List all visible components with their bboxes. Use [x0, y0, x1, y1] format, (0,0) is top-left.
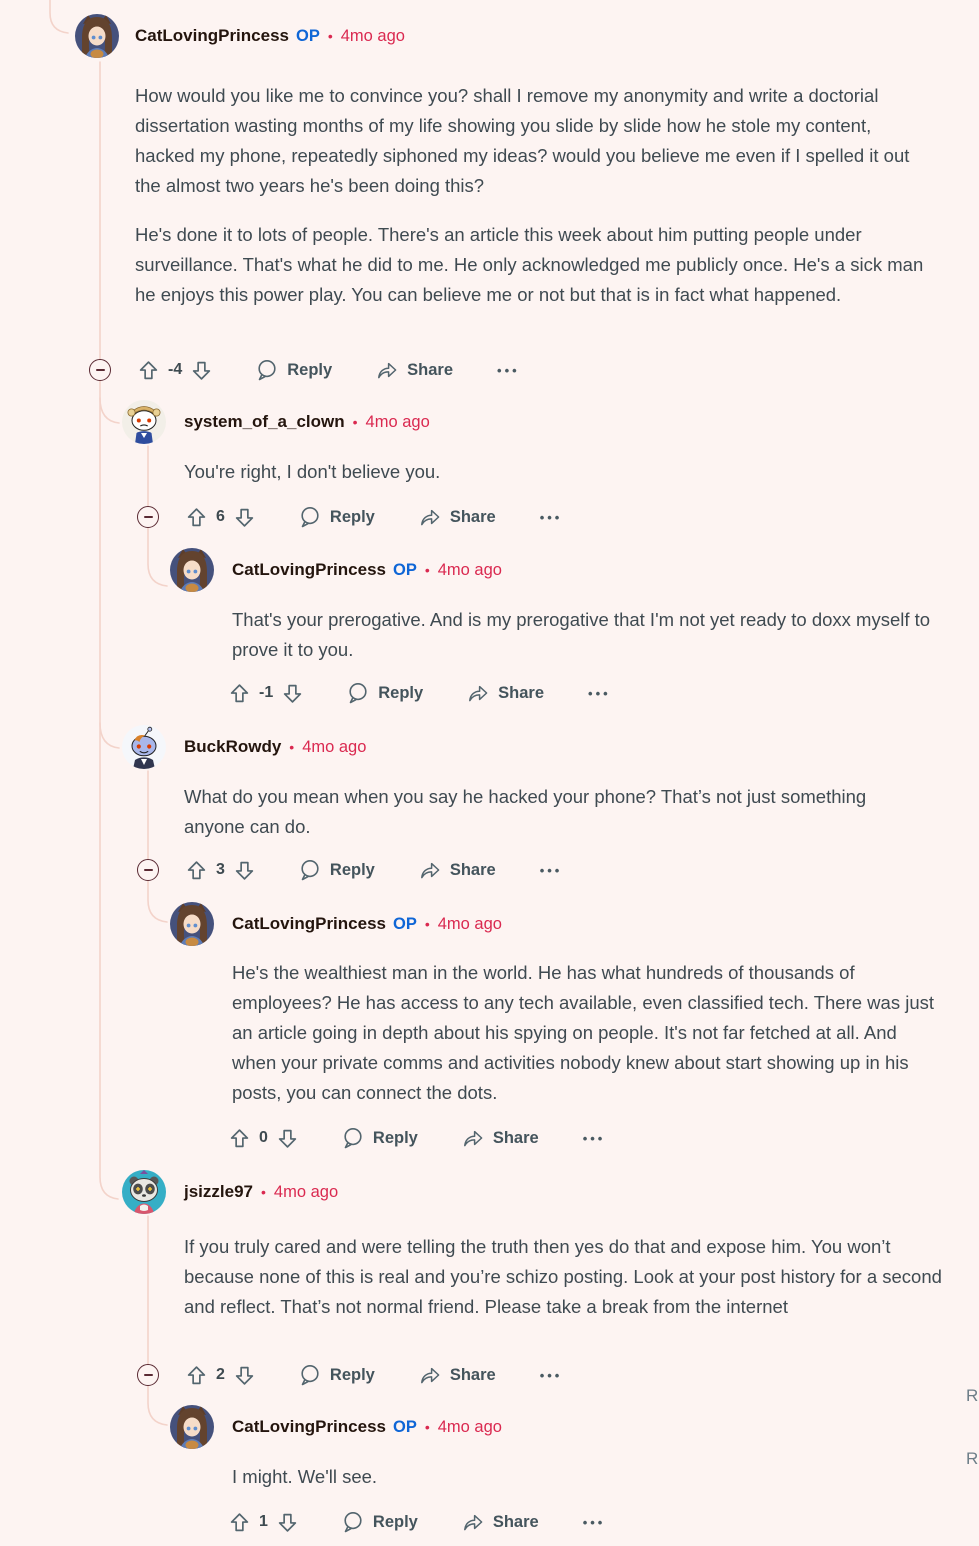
share-button[interactable] — [376, 359, 453, 381]
comment-body: He's done it to lots of people. There's an article this week about him putting people under surveillance. That's what he did to me. He only acknowledged me publicly once. He's a sick man he enjoys this power play. You can believe me or not but that is in fact what happened. — [135, 224, 924, 305]
reply-icon — [347, 682, 369, 704]
vote-count: 6 — [216, 508, 225, 525]
collapse-thread-button[interactable] — [137, 1364, 159, 1386]
share-label: Share — [498, 683, 545, 702]
comment-header — [184, 411, 430, 433]
vote-count: 2 — [216, 1366, 225, 1383]
comment-body: That's your prerogative. And is my prerogative that I'm not yet ready to doxx myself to prove it to you. — [232, 609, 931, 660]
op-badge: OP — [296, 26, 320, 45]
vote-count: -4 — [168, 361, 183, 378]
comment-body: If you truly cared and were telling the truth then yes do that and expose him. You won’t because none of this is real and you’re schizo posting. Look at your post history for a second and reflect. That’s not normal friend. Please take a break from the internet — [184, 1236, 942, 1317]
share-icon — [419, 1364, 441, 1386]
collapse-thread-button[interactable] — [89, 359, 111, 381]
comment-actions — [137, 1357, 562, 1393]
op-badge: OP — [393, 914, 417, 933]
upvote-button[interactable] — [229, 683, 250, 704]
timestamp: 4mo ago — [340, 26, 405, 45]
reply-button[interactable] — [256, 359, 332, 381]
avatar[interactable] — [122, 725, 166, 769]
comment-actions — [137, 852, 562, 888]
downvote-button[interactable] — [234, 860, 255, 881]
timestamp: 4mo ago — [437, 560, 502, 579]
separator-dot: • — [424, 1419, 430, 1435]
share-button[interactable] — [419, 506, 496, 528]
username[interactable]: BuckRowdy — [184, 737, 282, 756]
avatar[interactable] — [170, 902, 214, 946]
separator-dot: • — [424, 916, 430, 932]
vote-group — [229, 1128, 298, 1149]
reply-label: Reply — [378, 683, 424, 702]
upvote-button[interactable] — [229, 1512, 250, 1533]
vote-count: 3 — [216, 861, 225, 878]
separator-dot: • — [289, 739, 295, 755]
share-icon — [419, 859, 441, 881]
comment-actions — [229, 1120, 605, 1156]
separator-dot: • — [261, 1184, 266, 1200]
timestamp: 4mo ago — [437, 914, 502, 933]
reply-icon — [342, 1511, 364, 1533]
share-label: Share — [492, 1128, 539, 1147]
comment-actions — [89, 352, 520, 388]
downvote-button[interactable] — [234, 1365, 255, 1386]
more-options-button[interactable]: ••• — [539, 862, 563, 878]
username[interactable]: CatLovingPrincess — [232, 560, 386, 579]
share-icon — [376, 359, 398, 381]
clipped-text-fragment: R — [966, 1386, 979, 1405]
more-options-button[interactable]: ••• — [582, 1130, 606, 1146]
more-options-button[interactable]: ••• — [588, 685, 611, 701]
share-icon — [419, 506, 441, 528]
more-options-button[interactable]: ••• — [539, 1367, 563, 1383]
op-badge: OP — [393, 560, 417, 579]
comment-body: What do you mean when you say he hacked your phone? That’s not just something anyone can do. — [184, 786, 867, 837]
reply-label: Reply — [329, 507, 375, 526]
username[interactable]: CatLovingPrincess — [135, 26, 289, 45]
reply-button[interactable] — [347, 682, 423, 704]
minus-icon — [144, 869, 153, 871]
comment-header — [184, 736, 366, 758]
comment-body: I might. We'll see. — [232, 1466, 378, 1487]
downvote-button[interactable] — [277, 1128, 298, 1149]
reply-icon — [256, 359, 278, 381]
timestamp: 4mo ago — [302, 737, 367, 756]
reply-label: Reply — [287, 360, 333, 379]
share-label: Share — [449, 1365, 496, 1384]
reply-button[interactable] — [299, 506, 375, 528]
username[interactable]: CatLovingPrincess — [232, 914, 386, 933]
share-button[interactable] — [462, 1511, 539, 1533]
reply-icon — [299, 1364, 321, 1386]
separator-dot: • — [424, 562, 430, 578]
share-icon — [462, 1511, 484, 1533]
vote-group — [138, 360, 212, 381]
collapse-thread-button[interactable] — [137, 506, 159, 528]
reply-label: Reply — [372, 1512, 418, 1531]
comment-header — [232, 559, 502, 581]
reply-icon — [299, 506, 321, 528]
downvote-button[interactable] — [277, 1512, 298, 1533]
share-icon — [467, 682, 489, 704]
comment-actions — [229, 675, 611, 711]
separator-dot: • — [327, 28, 333, 44]
vote-count: 0 — [259, 1129, 268, 1146]
comment-header — [232, 1416, 502, 1438]
vote-count: 1 — [259, 1513, 268, 1530]
minus-icon — [144, 516, 153, 518]
timestamp: 4mo ago — [437, 1417, 502, 1436]
share-label: Share — [407, 360, 454, 379]
comment-actions — [137, 499, 562, 535]
share-label: Share — [492, 1512, 539, 1531]
timestamp: 4mo ago — [365, 412, 430, 431]
vote-group — [186, 1365, 255, 1386]
more-options-button[interactable]: ••• — [539, 509, 563, 525]
upvote-button[interactable] — [186, 507, 207, 528]
reply-icon — [342, 1127, 364, 1149]
upvote-button[interactable] — [186, 860, 207, 881]
share-label: Share — [449, 507, 496, 526]
vote-count: -1 — [259, 684, 274, 701]
comment-header — [135, 25, 405, 47]
upvote-button[interactable] — [138, 360, 159, 381]
reply-label: Reply — [372, 1128, 418, 1147]
comment-body: He's the wealthiest man in the world. He has what hundreds of thousands of employees? He has access to any tech available, even classified tech. There was just an article going in depth about his spying on people. It's not far fetched at all. And when your private comms and activities nobody knew about start showing up in his posts, you can connect the dots. — [232, 962, 935, 1103]
avatar[interactable] — [75, 14, 119, 58]
username[interactable]: system_of_a_clown — [184, 412, 345, 431]
reply-icon — [299, 859, 321, 881]
comment-header — [232, 913, 502, 935]
minus-icon — [96, 369, 105, 371]
vote-group — [229, 1512, 298, 1533]
timestamp: 4mo ago — [273, 1182, 339, 1201]
avatar[interactable] — [170, 548, 214, 592]
share-button[interactable] — [419, 859, 496, 881]
share-button[interactable] — [467, 682, 544, 704]
comment-body: How would you like me to convince you? shall I remove my anonymity and write a doctorial dissertation wasting months of my life showing you slide by slide how he stole my content, hacked my phone, repeatedly siphoned my ideas? would you believe me even if I spelled it out the almost two years he's been doing this? — [135, 85, 910, 196]
avatar[interactable] — [122, 400, 166, 444]
share-button[interactable] — [462, 1127, 539, 1149]
share-icon — [462, 1127, 484, 1149]
username[interactable]: jsizzle97 — [184, 1182, 253, 1201]
op-badge: OP — [393, 1417, 417, 1436]
reply-button[interactable] — [342, 1127, 418, 1149]
reply-label: Reply — [329, 860, 375, 879]
reply-label: Reply — [329, 1365, 375, 1384]
reply-button[interactable] — [342, 1511, 418, 1533]
clipped-text-fragment: R — [966, 1449, 979, 1468]
vote-group — [229, 683, 303, 704]
downvote-button[interactable] — [282, 683, 303, 704]
share-label: Share — [449, 860, 496, 879]
downvote-button[interactable] — [234, 507, 255, 528]
minus-icon — [144, 1374, 153, 1376]
collapse-thread-button[interactable] — [137, 859, 159, 881]
comment-body: You're right, I don't believe you. — [184, 461, 441, 482]
vote-group — [186, 507, 255, 528]
reply-button[interactable] — [299, 1364, 375, 1386]
avatar[interactable] — [170, 1405, 214, 1449]
comment-actions — [229, 1504, 605, 1540]
share-button[interactable] — [419, 1364, 496, 1386]
downvote-button[interactable] — [191, 360, 212, 381]
more-options-button[interactable]: ••• — [582, 1514, 606, 1530]
upvote-button[interactable] — [229, 1128, 250, 1149]
avatar[interactable] — [122, 1170, 166, 1214]
username[interactable]: CatLovingPrincess — [232, 1417, 386, 1436]
comment-header — [184, 1181, 338, 1203]
vote-group — [186, 860, 255, 881]
upvote-button[interactable] — [186, 1365, 207, 1386]
separator-dot: • — [352, 414, 358, 430]
more-options-button[interactable]: ••• — [497, 362, 520, 378]
reply-button[interactable] — [299, 859, 375, 881]
